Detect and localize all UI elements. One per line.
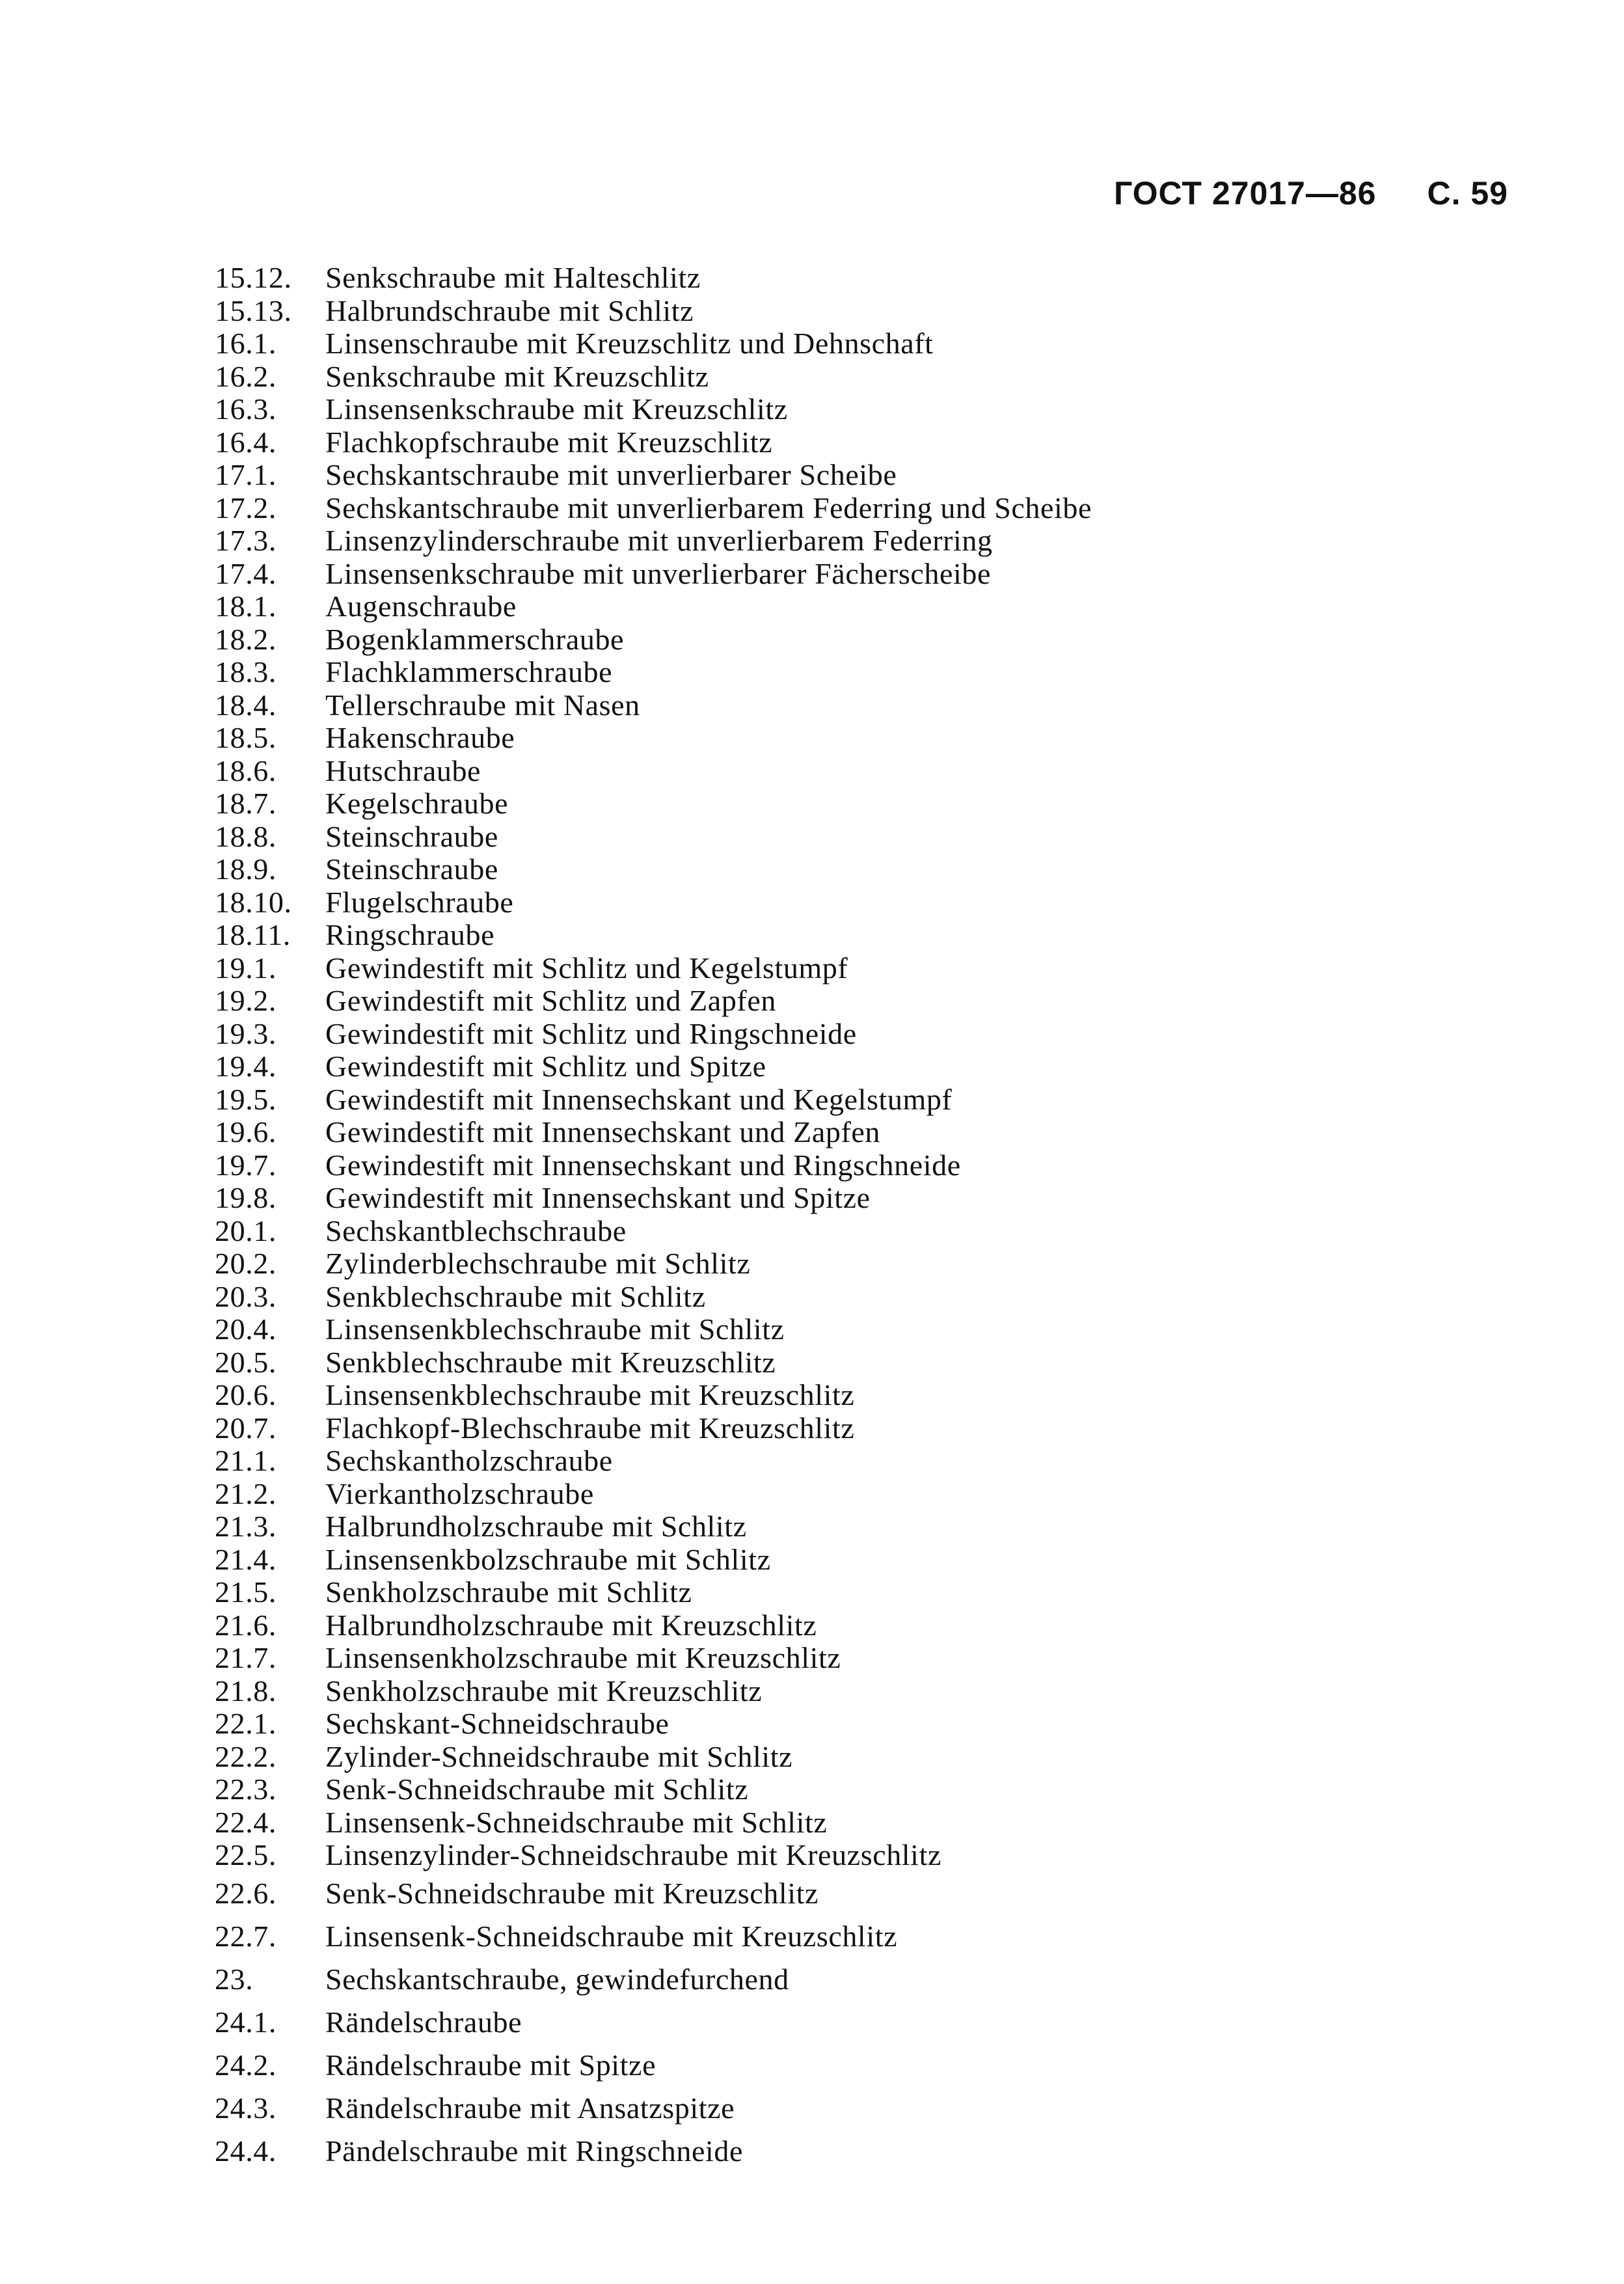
entry-number: 18.11. bbox=[215, 918, 291, 951]
entry-list bbox=[215, 262, 1483, 2173]
entry-number: 17.3. bbox=[215, 524, 277, 557]
entry-name: Steinschraube bbox=[325, 852, 498, 886]
list-item bbox=[215, 360, 1483, 394]
entry-name: Linsensenkblechschraube mit Kreuzschlitz bbox=[325, 1378, 855, 1411]
list-item bbox=[215, 919, 1483, 952]
entry-number: 24.3. bbox=[215, 2091, 277, 2125]
entry-number: 16.1. bbox=[215, 327, 277, 360]
entry-name: Senk-Schneidschraube mit Kreuzschlitz bbox=[325, 1876, 819, 1910]
entry-name: Hakenschraube bbox=[325, 721, 515, 754]
list-item bbox=[215, 590, 1483, 623]
entry-name: Senkschraube mit Kreuzschlitz bbox=[325, 359, 709, 393]
entry-number: 21.7. bbox=[215, 1641, 277, 1674]
entry-name: Sechskantschraube mit unverlierbarem Federring und Scheibe bbox=[325, 491, 1092, 524]
list-item bbox=[215, 1412, 1483, 1445]
list-item bbox=[215, 656, 1483, 689]
list-item bbox=[215, 1773, 1483, 1806]
list-item bbox=[215, 985, 1483, 1018]
list-item bbox=[215, 426, 1483, 459]
list-item bbox=[215, 295, 1483, 328]
entry-name: Flachkopf-Blechschraube mit Kreuzschlitz bbox=[325, 1411, 855, 1445]
entry-name: Vierkantholzschraube bbox=[325, 1476, 594, 1510]
entry-number: 21.5. bbox=[215, 1575, 277, 1609]
entry-number: 19.3. bbox=[215, 1016, 277, 1050]
entry-name: Gewindestift mit Innensechskant und Zapfen bbox=[325, 1115, 880, 1149]
entry-name: Gewindestift mit Schlitz und Zapfen bbox=[325, 984, 776, 1017]
list-item bbox=[215, 1281, 1483, 1314]
standard-designation: ГОСТ 27017—86 bbox=[1113, 175, 1377, 211]
list-item bbox=[215, 393, 1483, 426]
list-item bbox=[215, 1478, 1483, 1511]
entry-name: Augenschraube bbox=[325, 590, 517, 623]
list-item bbox=[215, 524, 1483, 558]
list-item bbox=[215, 1915, 1483, 1958]
entry-name: Zylinder-Schneidschraube mit Schlitz bbox=[325, 1739, 793, 1773]
entry-name: Halbrundholzschraube mit Schlitz bbox=[325, 1510, 747, 1543]
entry-number: 18.3. bbox=[215, 655, 277, 688]
list-item bbox=[215, 1510, 1483, 1543]
entry-number: 22.6. bbox=[215, 1876, 277, 1910]
list-item bbox=[215, 722, 1483, 755]
entry-number: 18.10. bbox=[215, 885, 292, 919]
entry-name: Zylinderblechschraube mit Schlitz bbox=[325, 1247, 751, 1280]
list-item bbox=[215, 1839, 1483, 1872]
list-item bbox=[215, 1576, 1483, 1609]
entry-number: 22.3. bbox=[215, 1773, 277, 1806]
entry-number: 20.5. bbox=[215, 1345, 277, 1379]
entry-number: 20.2. bbox=[215, 1247, 277, 1280]
entry-number: 22.5. bbox=[215, 1838, 277, 1871]
list-item bbox=[215, 1707, 1483, 1741]
list-item bbox=[215, 2001, 1483, 2044]
entry-number: 18.8. bbox=[215, 819, 277, 853]
list-item bbox=[215, 755, 1483, 788]
entry-name: Senkblechschraube mit Kreuzschlitz bbox=[325, 1345, 776, 1379]
entry-number: 19.6. bbox=[215, 1115, 277, 1149]
entry-name: Flachklammerschraube bbox=[325, 655, 613, 688]
entry-number: 16.4. bbox=[215, 425, 277, 459]
list-item bbox=[215, 1313, 1483, 1346]
entry-number: 21.4. bbox=[215, 1542, 277, 1576]
list-item bbox=[215, 886, 1483, 919]
list-item bbox=[215, 1445, 1483, 1478]
list-item bbox=[215, 262, 1483, 295]
entry-number: 18.5. bbox=[215, 721, 277, 754]
entry-name: Sechskantblechschraube bbox=[325, 1214, 627, 1247]
entry-name: Flugelschraube bbox=[325, 885, 514, 919]
entry-name: Rändelschraube mit Spitze bbox=[325, 2048, 656, 2082]
entry-name: Linsenschraube mit Kreuzschlitz und Dehnschaft bbox=[325, 327, 934, 360]
entry-number: 19.7. bbox=[215, 1148, 277, 1182]
entry-number: 21.3. bbox=[215, 1510, 277, 1543]
entry-name: Hutschraube bbox=[325, 754, 481, 787]
entry-name: Senkblechschraube mit Schlitz bbox=[325, 1279, 706, 1313]
entry-number: 18.7. bbox=[215, 787, 277, 820]
list-item bbox=[215, 327, 1483, 360]
entry-name: Kegelschraube bbox=[325, 787, 509, 820]
list-item bbox=[215, 1741, 1483, 1774]
list-item bbox=[215, 1346, 1483, 1380]
entry-number: 19.4. bbox=[215, 1050, 277, 1083]
list-item bbox=[215, 952, 1483, 985]
list-item bbox=[215, 1642, 1483, 1675]
entry-name: Tellerschraube mit Nasen bbox=[325, 688, 640, 722]
entry-name: Linsenzylinder-Schneidschraube mit Kreuzschlitz bbox=[325, 1838, 941, 1871]
entry-number: 18.4. bbox=[215, 688, 277, 722]
entry-number: 20.6. bbox=[215, 1378, 277, 1411]
list-item bbox=[215, 1182, 1483, 1215]
entry-number: 21.2. bbox=[215, 1476, 277, 1510]
entry-number: 19.5. bbox=[215, 1082, 277, 1116]
list-item bbox=[215, 1247, 1483, 1281]
entry-name: Sechskant-Schneidschraube bbox=[325, 1707, 670, 1740]
list-item bbox=[215, 2044, 1483, 2087]
entry-number: 21.6. bbox=[215, 1608, 277, 1642]
entry-number: 22.2. bbox=[215, 1739, 277, 1773]
entry-number: 22.7. bbox=[215, 1919, 277, 1953]
entry-number: 18.2. bbox=[215, 622, 277, 656]
entry-number: 20.7. bbox=[215, 1411, 277, 1445]
entry-name: Steinschraube bbox=[325, 819, 498, 853]
entry-name: Gewindestift mit Innensechskant und Kegelstumpf bbox=[325, 1082, 953, 1116]
entry-number: 21.8. bbox=[215, 1674, 277, 1707]
entry-number: 19.1. bbox=[215, 951, 277, 985]
entry-name: Gewindestift mit Innensechskant und Spitze bbox=[325, 1181, 871, 1214]
entry-name: Linsensenkblechschraube mit Schlitz bbox=[325, 1312, 785, 1346]
entry-number: 17.4. bbox=[215, 556, 277, 590]
entry-number: 24.1. bbox=[215, 2005, 277, 2039]
entry-number: 16.3. bbox=[215, 392, 277, 426]
list-item bbox=[215, 1050, 1483, 1083]
entry-number: 22.4. bbox=[215, 1805, 277, 1839]
entry-name: Linsensenk-Schneidschraube mit Kreuzschlitz bbox=[325, 1919, 898, 1953]
list-item bbox=[215, 2087, 1483, 2130]
list-item bbox=[215, 1958, 1483, 2001]
list-item bbox=[215, 689, 1483, 722]
entry-number: 20.3. bbox=[215, 1279, 277, 1313]
entry-number: 17.1. bbox=[215, 458, 277, 491]
entry-name: Bogenklammerschraube bbox=[325, 622, 625, 656]
list-item bbox=[215, 1675, 1483, 1708]
entry-name: Halbrundholzschraube mit Kreuzschlitz bbox=[325, 1608, 817, 1642]
entry-name: Linsensenk-Schneidschraube mit Schlitz bbox=[325, 1805, 828, 1839]
list-item bbox=[215, 1116, 1483, 1149]
entry-name: Linsenzylinderschraube mit unverlierbarem Federring bbox=[325, 524, 993, 557]
entry-name: Senkholzschraube mit Schlitz bbox=[325, 1575, 692, 1609]
entry-name: Linsensenkschraube mit unverlierbarer Fächerscheibe bbox=[325, 556, 992, 590]
entry-name: Gewindestift mit Innensechskant und Ringschneide bbox=[325, 1148, 961, 1182]
list-item bbox=[215, 1543, 1483, 1577]
page-header bbox=[1114, 174, 1508, 212]
list-item bbox=[215, 1018, 1483, 1051]
entry-number: 22.1. bbox=[215, 1707, 277, 1740]
entry-number: 17.2. bbox=[215, 491, 277, 524]
entry-name: Senkholzschraube mit Kreuzschlitz bbox=[325, 1674, 763, 1707]
entry-name: Pändelschraube mit Ringschneide bbox=[325, 2134, 744, 2168]
entry-name: Senkschraube mit Halteschlitz bbox=[325, 261, 701, 294]
entry-number: 18.9. bbox=[215, 852, 277, 886]
entry-number: 20.1. bbox=[215, 1214, 277, 1247]
entry-number: 24.2. bbox=[215, 2048, 277, 2082]
entry-name: Linsensenkbolzschraube mit Schlitz bbox=[325, 1542, 771, 1576]
list-item bbox=[215, 853, 1483, 886]
entry-number: 20.4. bbox=[215, 1312, 277, 1346]
list-item bbox=[215, 1379, 1483, 1412]
entry-name: Flachkopfschraube mit Kreuzschlitz bbox=[325, 425, 773, 459]
list-item bbox=[215, 821, 1483, 854]
entry-number: 24.4. bbox=[215, 2134, 277, 2168]
entry-number: 18.1. bbox=[215, 590, 277, 623]
entry-number: 15.12. bbox=[215, 261, 292, 294]
entry-number: 21.1. bbox=[215, 1444, 277, 1477]
list-item bbox=[215, 459, 1483, 492]
list-item bbox=[215, 1215, 1483, 1248]
list-item bbox=[215, 558, 1483, 591]
entry-name: Gewindestift mit Schlitz und Spitze bbox=[325, 1050, 766, 1083]
entry-name: Senk-Schneidschraube mit Schlitz bbox=[325, 1773, 749, 1806]
entry-name: Rändelschraube bbox=[325, 2005, 522, 2039]
entry-number: 18.6. bbox=[215, 754, 277, 787]
page-number: С. 59 bbox=[1427, 175, 1508, 211]
entry-name: Gewindestift mit Schlitz und Kegelstumpf bbox=[325, 951, 848, 985]
list-item bbox=[215, 787, 1483, 821]
entry-name: Rändelschraube mit Ansatzspitze bbox=[325, 2091, 735, 2125]
entry-name: Ringschraube bbox=[325, 918, 495, 951]
list-item bbox=[215, 1149, 1483, 1182]
list-item bbox=[215, 1083, 1483, 1117]
list-item bbox=[215, 1872, 1483, 1915]
entry-name: Sechskantschraube mit unverlierbarer Scheibe bbox=[325, 458, 897, 491]
entry-name: Halbrundschraube mit Schlitz bbox=[325, 293, 694, 327]
entry-name: Sechskantholzschraube bbox=[325, 1444, 613, 1477]
entry-number: 19.8. bbox=[215, 1181, 277, 1214]
entry-number: 19.2. bbox=[215, 984, 277, 1017]
entry-number: 23. bbox=[215, 1962, 254, 1996]
entry-name: Gewindestift mit Schlitz und Ringschneide bbox=[325, 1016, 857, 1050]
entry-name: Linsensenkschraube mit Kreuzschlitz bbox=[325, 392, 788, 426]
list-item bbox=[215, 623, 1483, 657]
entry-number: 15.13. bbox=[215, 293, 292, 327]
list-item bbox=[215, 492, 1483, 525]
entry-number: 16.2. bbox=[215, 359, 277, 393]
list-item bbox=[215, 1609, 1483, 1642]
entry-name: Sechskantschraube, gewindefurchend bbox=[325, 1962, 789, 1996]
list-item bbox=[215, 1806, 1483, 1840]
entry-name: Linsensenkholzschraube mit Kreuzschlitz bbox=[325, 1641, 841, 1674]
list-item bbox=[215, 2130, 1483, 2173]
